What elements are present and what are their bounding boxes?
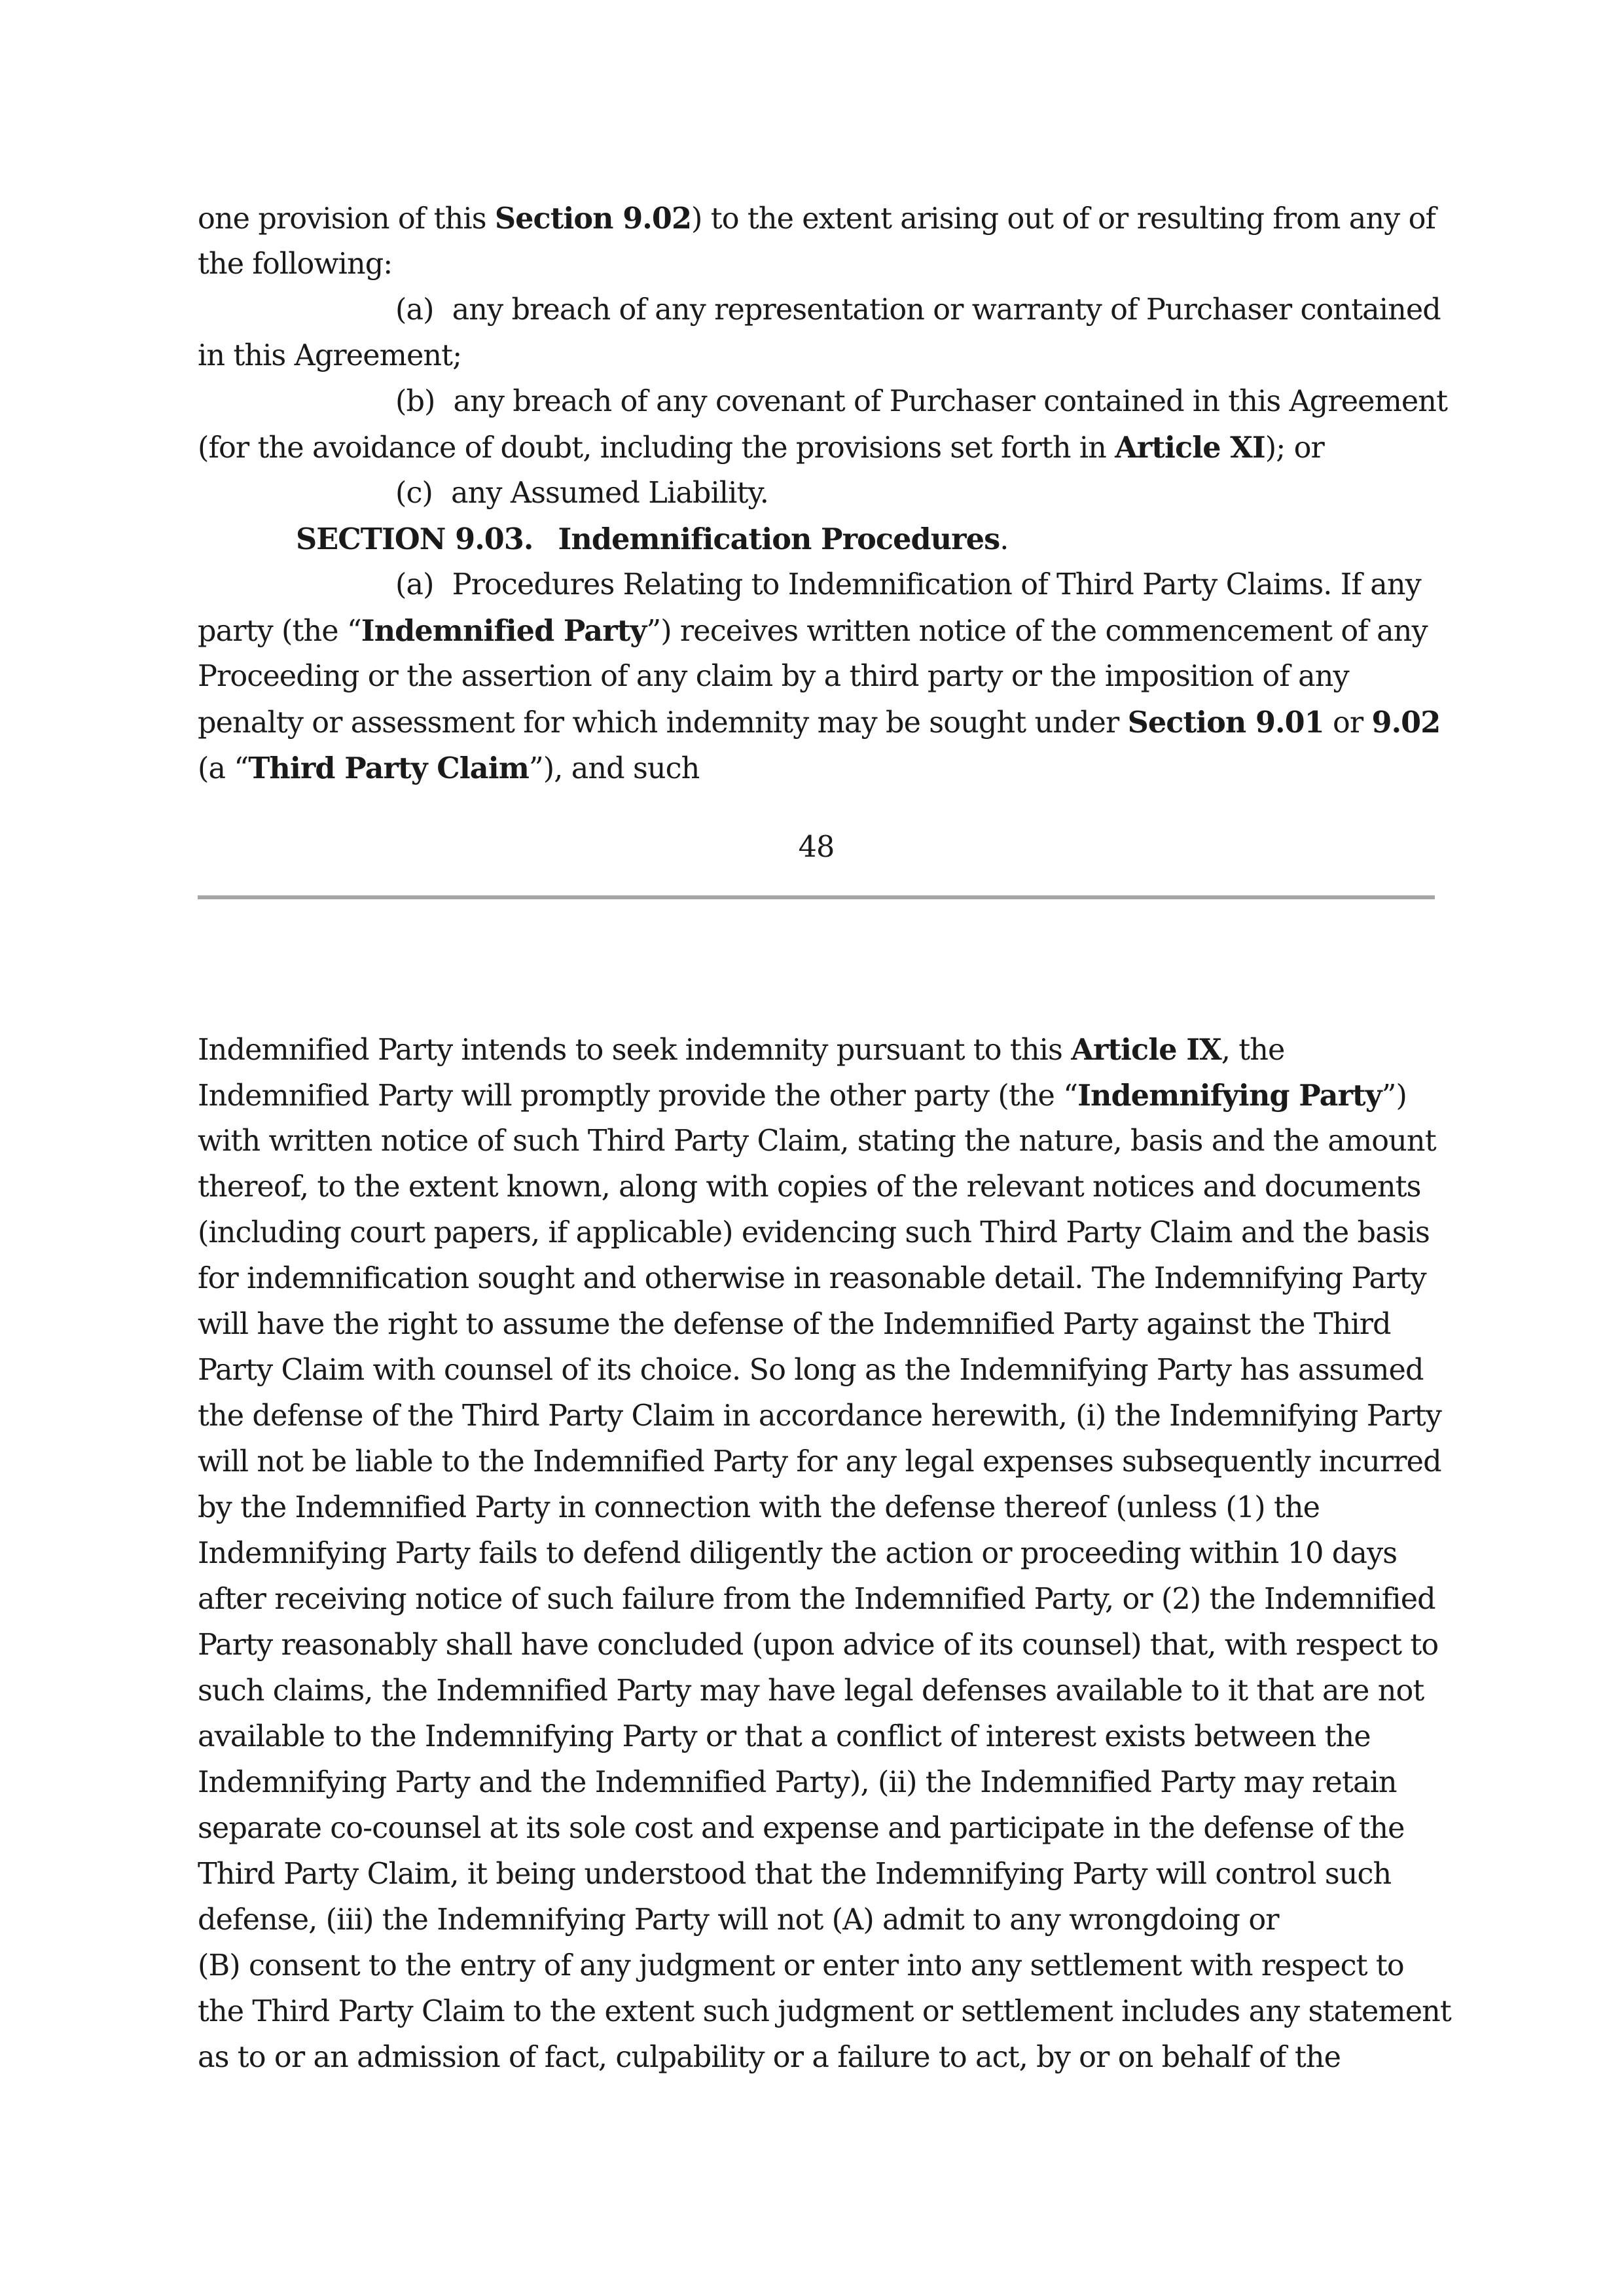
text-line: (B) consent to the entry of any judgment or enter into any settlement with respect to xyxy=(198,1949,1404,1982)
text-line: Party reasonably shall have concluded (upon advice of its counsel) that, with respect to xyxy=(198,1628,1439,1662)
text-line: will not be liable to the Indemnified Party for any legal expenses subsequently incurred xyxy=(198,1445,1441,1479)
text-line: in this Agreement; xyxy=(198,339,462,372)
text-line: for indemnification sought and otherwise in reasonable detail. The Indemnifying Party xyxy=(198,1262,1426,1295)
text-line: Proceeding or the assertion of any claim by a third party or the imposition of any xyxy=(198,660,1349,693)
text-line: (a “Third Party Claim”), and such xyxy=(198,751,700,785)
text-line: (for the avoidance of doubt, including the provisions set forth in Article XI); or xyxy=(198,431,1324,465)
subsection-a: (a) Procedures Relating to Indemnification of Third Party Claims. If any xyxy=(395,568,1421,601)
list-item-c: (c) any Assumed Liability. xyxy=(395,476,769,510)
text-line: (including court papers, if applicable) evidencing such Third Party Claim and the basis xyxy=(198,1216,1430,1249)
text-line: thereof, to the extent known, along with copies of the relevant notices and documents xyxy=(198,1170,1421,1204)
text-line: one provision of this Section 9.02) to the extent arising out of or resulting from any of xyxy=(198,202,1436,236)
text-line: Party Claim with counsel of its choice. So long as the Indemnifying Party has assumed xyxy=(198,1354,1424,1387)
list-item-b: (b) any breach of any covenant of Purchaser contained in this Agreement xyxy=(395,385,1448,418)
text-line: after receiving notice of such failure from the Indemnified Party, or (2) the Indemnified xyxy=(198,1583,1435,1616)
text-line: the Third Party Claim to the extent such judgment or settlement includes any statement xyxy=(198,1995,1451,2028)
text-line: by the Indemnified Party in connection with the defense thereof (unless (1) the xyxy=(198,1491,1320,1524)
text-line: penalty or assessment for which indemnity may be sought under Section 9.01 or 9.02 xyxy=(198,706,1441,740)
text-line: such claims, the Indemnified Party may have legal defenses available to it that are not xyxy=(198,1674,1424,1708)
text-line: with written notice of such Third Party Claim, stating the nature, basis and the amount xyxy=(198,1124,1436,1158)
text-line: will have the right to assume the defense of the Indemnified Party against the Third xyxy=(198,1308,1391,1341)
text-line: the defense of the Third Party Claim in accordance herewith, (i) the Indemnifying Party xyxy=(198,1399,1442,1433)
text-line: defense, (iii) the Indemnifying Party will not (A) admit to any wrongdoing or xyxy=(198,1903,1279,1937)
section-heading: SECTION 9.03. Indemnification Procedures. xyxy=(296,522,1009,556)
page-divider xyxy=(198,895,1435,899)
text-line: the following: xyxy=(198,247,393,281)
text-line: Indemnifying Party fails to defend diligently the action or proceeding within 10 days xyxy=(198,1537,1398,1570)
text-line: as to or an admission of fact, culpability or a failure to act, by or on behalf of the xyxy=(198,2041,1341,2074)
text-line: Indemnified Party will promptly provide the other party (the “Indemnifying Party”) xyxy=(198,1079,1407,1113)
text-line: party (the “Indemnified Party”) receives written notice of the commencement of any xyxy=(198,614,1428,648)
text-line: separate co-counsel at its sole cost and expense and participate in the defense of the xyxy=(198,1812,1405,1845)
page-number: 48 xyxy=(798,831,835,864)
text-line: available to the Indemnifying Party or that a conflict of interest exists between the xyxy=(198,1720,1371,1753)
list-item-a: (a) any breach of any representation or warranty of Purchaser contained xyxy=(395,293,1441,327)
text-line: Indemnifying Party and the Indemnified Party), (ii) the Indemnified Party may retain xyxy=(198,1766,1397,1799)
text-line: Indemnified Party intends to seek indemnity pursuant to this Article IX, the xyxy=(198,1033,1285,1067)
text-line: Third Party Claim, it being understood that the Indemnifying Party will control such xyxy=(198,1857,1392,1891)
